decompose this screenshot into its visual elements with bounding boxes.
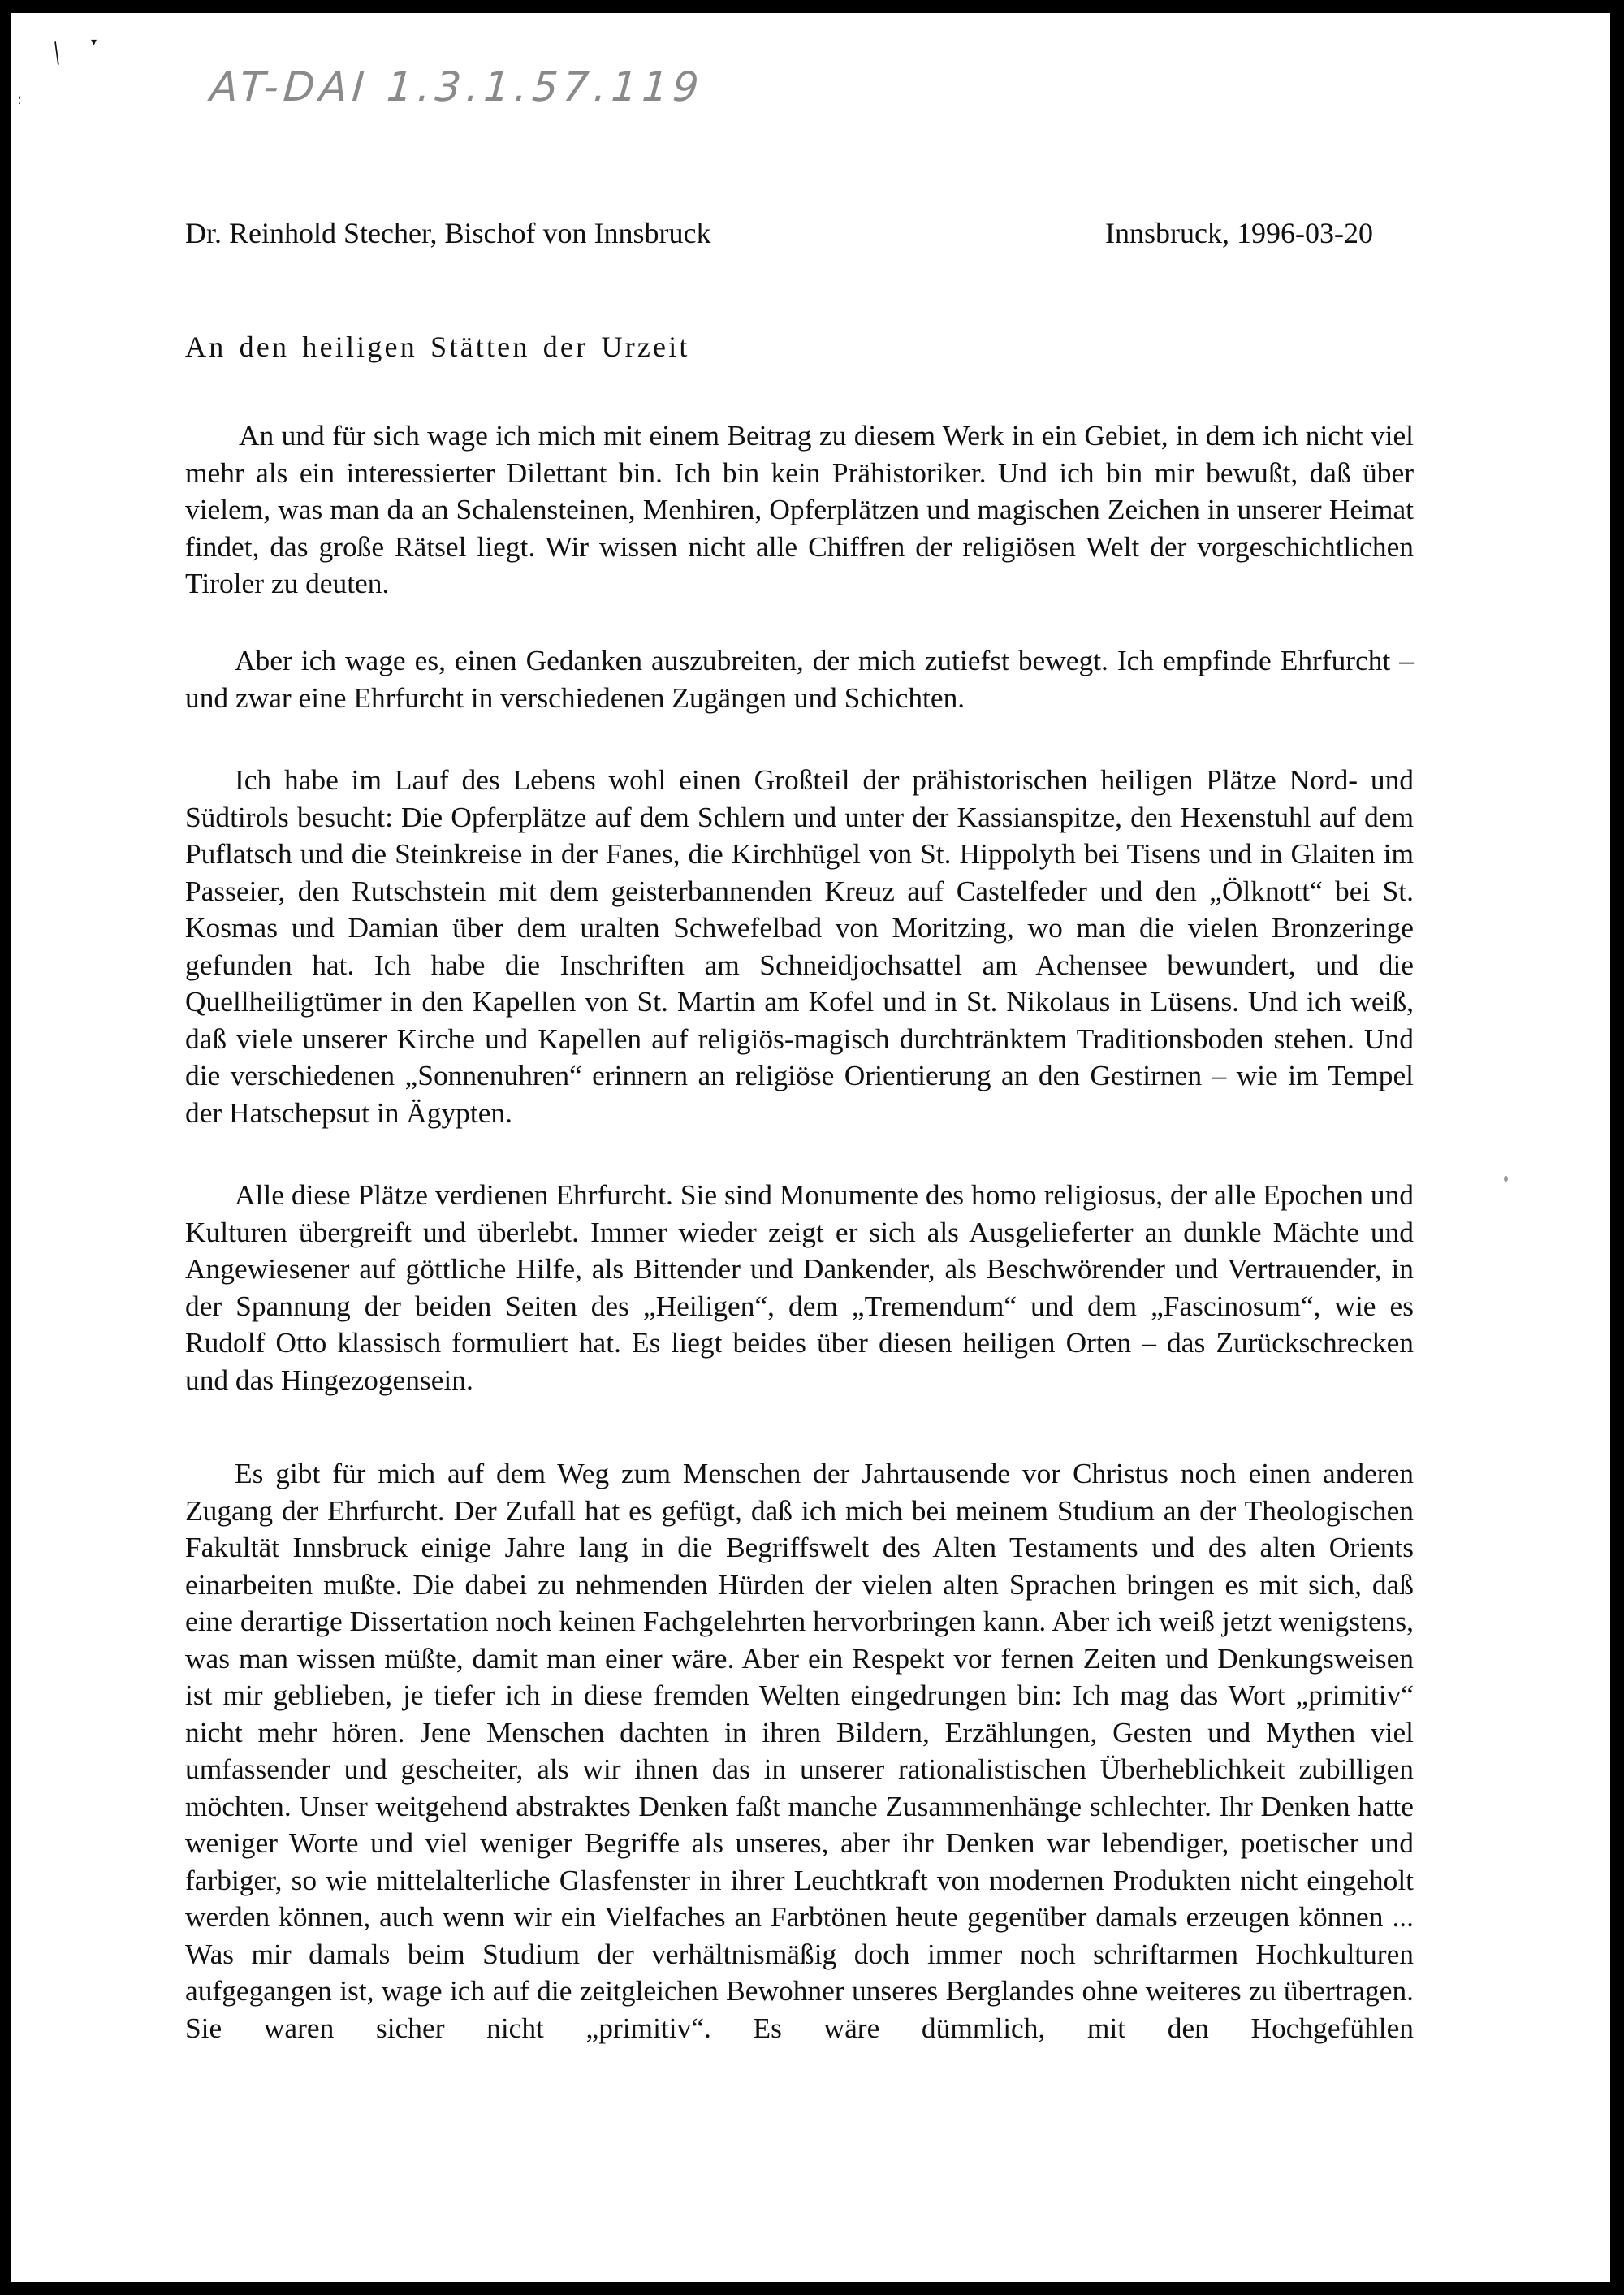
place-date: Innsbruck, 1996-03-20 (1105, 217, 1373, 249)
pen-mark: ▾ (91, 36, 97, 49)
pen-mark: ⸵ (18, 94, 21, 107)
scanned-page (11, 13, 1610, 2282)
paragraph: Alle diese Plätze verdienen Ehrfurcht. Sie sind Monumente des homo religiosus, der alle Epochen und Kulturen übergreift und überlebt. Immer wieder zeigt er sich als Ausgelieferter an dunkle Mächte und Angewiesener auf göttliche Hilfe, als Bittender und Dankender, als Beschwörender und Vertrauender, in der Spannung der beiden Seiten des „Heiligen“, dem „Tremendum“ und dem „Fascinosum“, wie es Rudolf Otto klassisch formuliert hat. Es liegt beides über diesen heiligen Orten – das Zurückschrecken und das Hingezogensein. (185, 1178, 1414, 1396)
paragraph: Ich habe im Lauf des Lebens wohl einen Großteil der prähistorischen heiligen Plätze Nord- und Südtirols besucht: Die Opferplätze auf dem Schlern und unter der Kassianspitze, den Hexenstuhl auf dem Puflatsch und die Steinkreise in der Fanes, die Kirchhügel von St. Hippolyth bei Tisens und in Glaiten im Passeier, den Rutschstein mit dem geisterbannenden Kreuz auf Castelfeder und den „Ölknott“ bei St. Kosmas und Damian über dem uralten Schwefelbad von Moritzing, wo man die vielen Bronzeringe gefunden hat. Ich habe die Inschriften am Schneidjochsattel am Achensee bewundert, und die Quellheiligtümer in den Kapellen von St. Martin am Kofel und in St. Nikolaus in Lüsens. Und ich weiß, daß viele unserer Kirche und Kapellen auf religiös-magisch durchtränktem Traditionsboden stehen. Und die verschiedenen „Sonnenuhren“ erinnern an religiöse Orientierung an den Gestirnen – wie im Tempel der Hatschepsut in Ägypten. (185, 763, 1414, 1129)
paragraph: Es gibt für mich auf dem Weg zum Menschen der Jahrtausende vor Christus noch einen anderen Zugang der Ehrfurcht. Der Zufall hat es gefügt, daß ich mich bei meinem Studium an der Theologischen Fakultät Innsbruck einige Jahre lang in die Begriffswelt des Alten Testaments und des alten Orients einarbeiten mußte. Die dabei zu nehmenden Hürden der vielen alten Sprachen bringen es mit sich, daß eine derartige Dissertation noch keinen Fachgelehrten hervorbringen kann. Aber ich weiß jetzt wenigstens, was man wissen müßte, damit man einer wäre. Aber ein Respekt vor fernen Zeiten und Denkungsweisen ist mir geblieben, je tiefer ich in diese fremden Welten eingedrungen bin: Ich mag das Wort „primitiv“ nicht mehr hören. Jene Menschen dachten in ihren Bildern, Erzählungen, Gesten und Mythen viel umfassender und gescheiter, als wir ihnen das in unserer rationalistischen Überheblichkeit zubilligen möchten. Unser weitgehend abstraktes Denken faßt manche Zusammenhänge schlechter. Ihr Denken hatte weniger Worte und viel weniger Begriffe als unseres, aber ihr Denken war lebendiger, poetischer und farbiger, so wie mittelalterliche Glasfenster in ihrer Leuchtkraft von modernen Produkten nicht eingeholt werden können, auch wenn wir ein Vielfaches an Farbtönen heute gegenüber damals erzeugen können ... Was mir damals beim Studium der verhältnismäßig doch immer noch schriftarmen Hochkulturen aufgegangen ist, wage ich auf die zeitgleichen Bewohner unseres Berglandes ohne weiteres zu übertragen. Sie waren sicher nicht „primitiv“. Es wäre dümmlich, mit den Hochgefühlen (185, 1457, 1414, 2044)
archive-signature: AT-DAI 1.3.1.57.119 (208, 63, 706, 110)
paragraph: An und für sich wage ich mich mit einem Beitrag zu diesem Werk in ein Gebiet, in dem ich nicht viel mehr als ein interessierter Dilettant bin. Ich bin kein Prähistoriker. Und ich bin mir bewußt, daß über vielem, was man da an Schalensteinen, Menhiren, Opferplätzen und magischen Zeichen in unserer Heimat findet, das große Rätsel liegt. Wir wissen nicht alle Chiffren der religiösen Welt der vorgeschichtlichen Tiroler zu deuten. (185, 419, 1414, 599)
document-title: An den heiligen Stätten der Urzeit (185, 331, 690, 363)
author-line: Dr. Reinhold Stecher, Bischof von Innsbruck (185, 217, 711, 249)
scan-speck (1504, 1176, 1508, 1182)
paragraph: Aber ich wage es, einen Gedanken auszubreiten, der mich zutiefst bewegt. Ich empfinde Ehrfurcht – und zwar eine Ehrfurcht in verschiedenen Zugängen und Schichten. (185, 644, 1414, 714)
pen-mark: ╱ (47, 42, 68, 66)
